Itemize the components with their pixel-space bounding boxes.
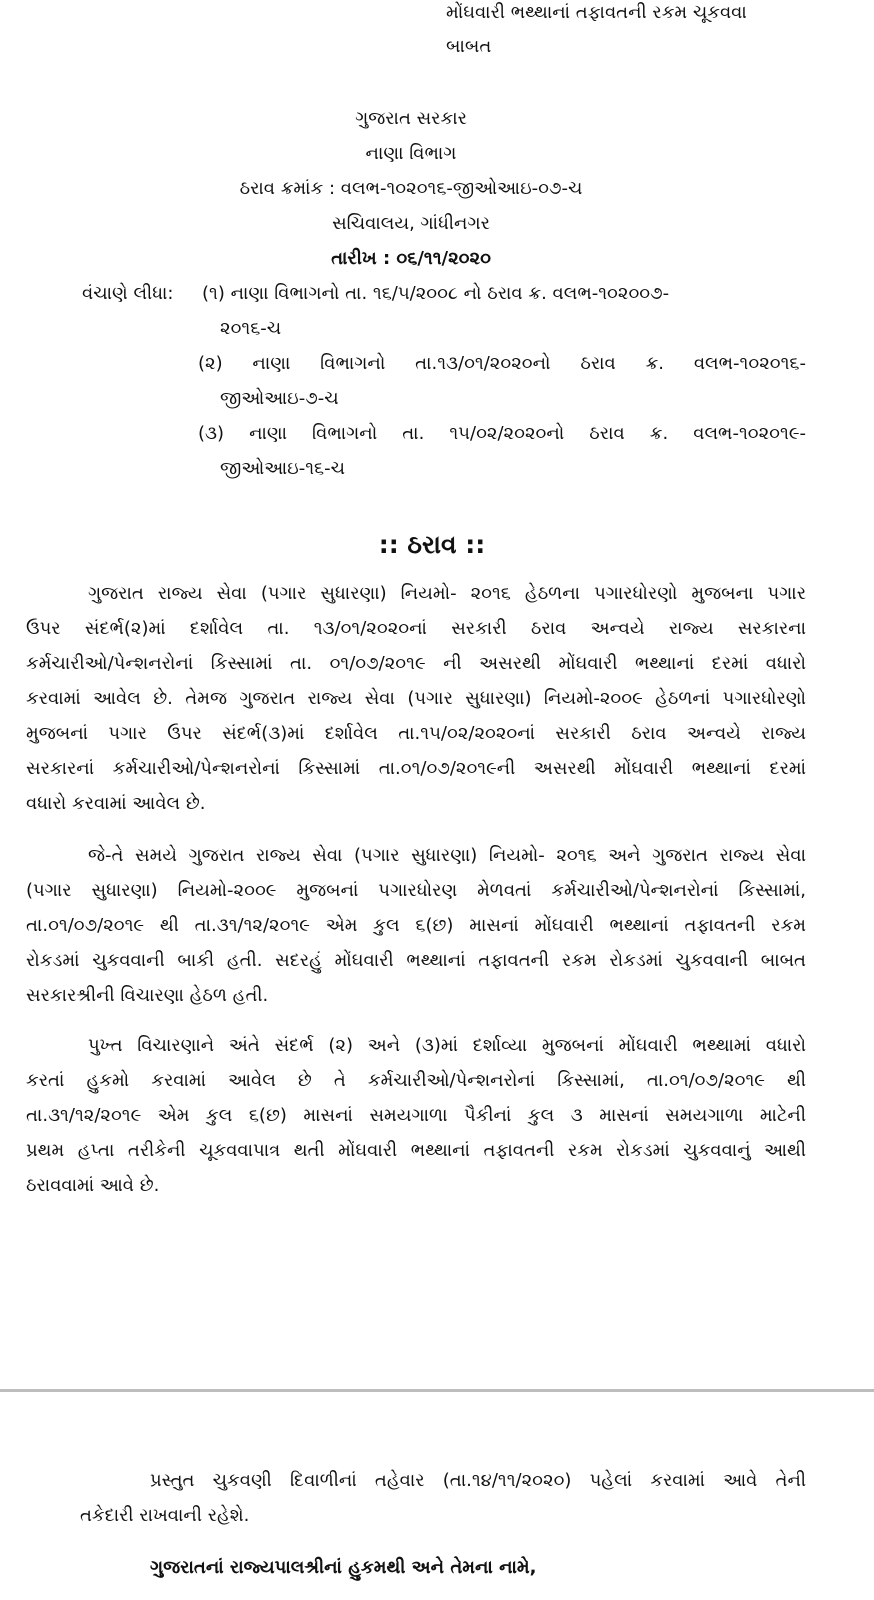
para-2-line-1: જે-તે સમયે ગુજરાત રાજ્ય સેવા (પગાર સુધારણા) નિયમો- ૨૦૧૬ અને ગુજરાત રાજ્ય સેવા <box>88 845 806 866</box>
reference-1-line-2: ૨૦૧૬-ચ <box>220 318 282 339</box>
page-divider <box>0 1389 874 1392</box>
para-1-line-7: વધારો કરવામાં આવેલ છે. <box>26 793 206 814</box>
para-1-line-2: ઉપર સંદર્ભ(૨)માં દર્શાવેલ તા. ૧૩/૦૧/૨૦૨૦નાં સરકારી ઠરાવ અન્વયે રાજ્ય સરકારના <box>26 618 806 639</box>
para-1-line-5: મુજબનાં પગાર ઉપર સંદર્ભ(૩)માં દર્શાવેલ તા.૧૫/૦૨/૨૦૨૦નાં સરકારી ઠરાવ અન્વયે રાજ્ય <box>26 723 806 744</box>
para-3-line-1: પુખ્ત વિચારણાને અંતે સંદર્ભ (૨) અને (૩)માં દર્શાવ્યા મુજબનાં મોંઘવારી ભથ્થામાં વધારો <box>88 1035 806 1056</box>
para-3-line-4: પ્રથમ હપ્તા તરીકેની ચૂકવવાપાત્ર થતી મોંઘવારી ભથ્થાનાં તફાવતની રકમ રોકડમાં ચુકવવાનું આથી <box>26 1140 806 1161</box>
subject-line-1: મોંઘવારી ભથ્થાનાં તફાવતની રકમ ચૂકવવા <box>446 2 747 23</box>
reference-1-line-1: (૧) નાણા વિભાગનો તા. ૧૬/૫/૨૦૦૮ નો ઠરાવ ક્ર. વલભ-૧૦૨૦૦૭- <box>202 283 670 304</box>
para-1-line-6: સરકારનાં કર્મચારીઓ/પેન્શનરોનાં કિસ્સામાં તા.૦૧/૦૭/૨૦૧૯ની અસરથી મોંઘવારી ભથ્થાનાં દરમાં <box>26 758 806 779</box>
para-3-line-3: તા.૩૧/૧૨/૨૦૧૯ એમ કુલ ૬(છ) માસનાં સમયગાળા પૈકીનાં કુલ ૩ માસનાં સમયગાળા માટેની <box>26 1105 806 1126</box>
next-page-line-2: તકેદારી રાખવાની રહેશે. <box>80 1505 250 1526</box>
office-location: સચિવાલય, ગાંધીનગર <box>332 213 490 234</box>
para-3-line-5: ઠરાવવામાં આવે છે. <box>26 1175 160 1196</box>
reference-2-line-1: (૨) નાણા વિભાગનો તા.૧૩/૦૧/૨૦૨૦નો ઠરાવ ક્ર. વલભ-૧૦૨૦૧૬- <box>198 353 806 374</box>
department-name: નાણા વિભાગ <box>365 143 457 164</box>
references-label: વંચાણે લીધા: <box>82 283 174 304</box>
resolution-title: :: ઠરાવ :: <box>378 530 486 559</box>
reference-3-line-1: (૩) નાણા વિભાગનો તા. ૧૫/૦૨/૨૦૨૦નો ઠરાવ ક્ર. વલભ-૧૦૨૦૧૯- <box>198 423 806 444</box>
para-2-line-3: તા.૦૧/૦૭/૨૦૧૯ થી તા.૩૧/૧૨/૨૦૧૯ એમ કુલ ૬(છ) માસનાં મોંઘવારી ભથ્થાનાં તફાવતની રકમ <box>26 915 806 936</box>
para-2-line-2: (પગાર સુધારણા) નિયમો-૨૦૦૯ મુજબનાં પગારધોરણ મેળવતાં કર્મચારીઓ/પેન્શનરોનાં કિસ્સામાં, <box>26 880 806 901</box>
para-1-line-3: કર્મચારીઓ/પેન્શનરોનાં કિસ્સામાં તા. ૦૧/૦૭/૨૦૧૯ ની અસરથી મોંઘવારી ભથ્થાનાં દરમાં વધારો <box>26 653 806 674</box>
para-3-line-2: કરતાં હુકમો કરવામાં આવેલ છે તે કર્મચારીઓ/પેન્શનરોનાં કિસ્સામાં, તા.૦૧/૦૭/૨૦૧૯ થી <box>26 1070 806 1091</box>
reference-3-line-2: જીઓઆઇ-૧૬-ચ <box>220 458 346 479</box>
para-2-line-4: રોકડમાં ચુકવવાની બાકી હતી. સદરહું મોંઘવારી ભથ્થાનાં તફાવતની રકમ રોકડમાં ચુકવવાની બાબત <box>26 950 806 971</box>
subject-line-2: બાબત <box>446 36 492 57</box>
signature-line: ગુજરાતનાં રાજ્યપાલશ્રીનાં હુકમથી અને તેમના નામે, <box>150 1557 537 1578</box>
para-1-line-4: કરવામાં આવેલ છે. તેમજ ગુજરાત રાજ્ય સેવા (પગાર સુધારણા) નિયમો-૨૦૦૯ હેઠળનાં પગારધોરણો <box>26 688 806 709</box>
para-1-line-1: ગુજરાત રાજ્ય સેવા (પગાર સુધારણા) નિયમો- ૨૦૧૬ હેઠળના પગારધોરણો મુજબના પગાર <box>88 583 806 604</box>
government-name: ગુજરાત સરકાર <box>355 108 467 129</box>
resolution-date: તારીખ : ૦૬/૧૧/૨૦૨૦ <box>331 248 491 269</box>
next-page-line-1: પ્રસ્તુત ચુકવણી દિવાળીનાં તહેવાર (તા.૧૪/૧૧/૨૦૨૦) પહેલાં કરવામાં આવે તેની <box>150 1470 806 1491</box>
resolution-number: ઠરાવ ક્રમાંક : વલભ-૧૦૨૦૧૬-જીઓઆઇ-૦૭-ચ <box>239 178 583 199</box>
para-2-line-5: સરકારશ્રીની વિચારણા હેઠળ હતી. <box>26 985 269 1006</box>
reference-2-line-2: જીઓઆઇ-૭-ચ <box>220 388 339 409</box>
